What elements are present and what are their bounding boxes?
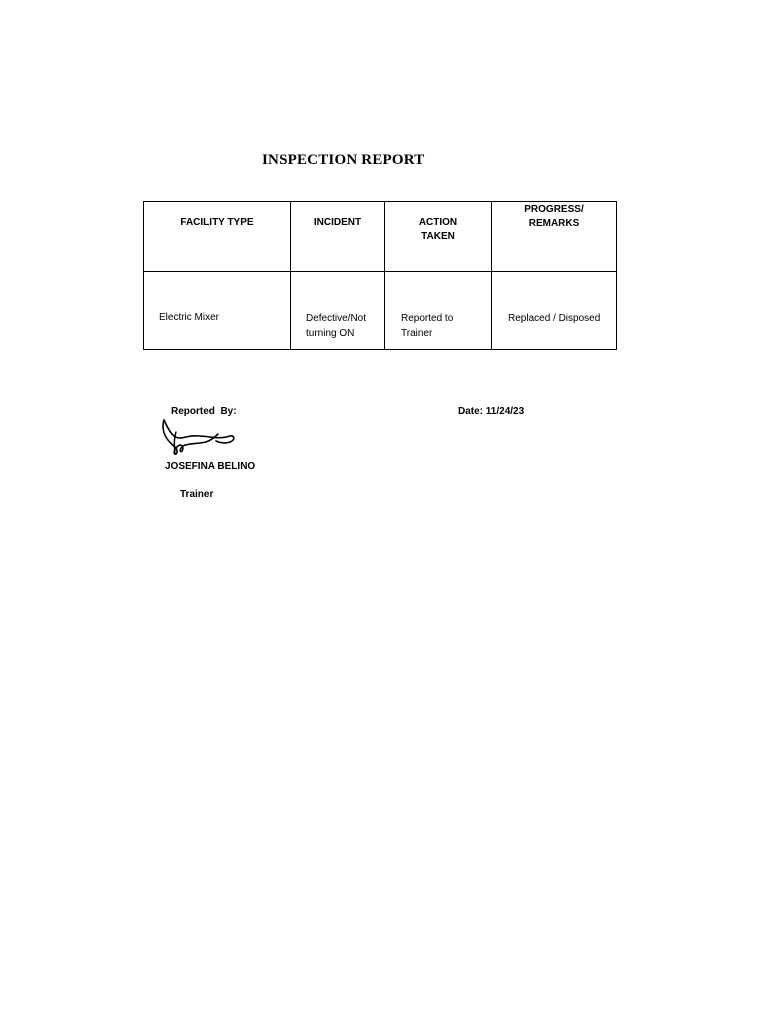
- reported-by-label: Reported By:: [171, 406, 237, 417]
- report-date: Date: 11/24/23: [458, 406, 525, 417]
- handwritten-signature: [158, 418, 238, 458]
- header-progress-remarks: [492, 202, 617, 272]
- table-row: [144, 272, 617, 350]
- document-title: INSPECTION REPORT: [262, 152, 425, 168]
- cell-progress-remarks-text: Replaced / Disposed: [508, 313, 601, 324]
- header-incident-label: INCIDENT: [313, 217, 362, 228]
- header-action-taken-label: ACTION TAKEN: [418, 217, 458, 242]
- cell-incident-text: Defective/Not turning ON: [306, 313, 367, 339]
- signer-role: Trainer: [180, 489, 214, 500]
- cell-progress-remarks: [492, 272, 617, 350]
- cell-facility-type-text: Electric Mixer: [159, 312, 220, 323]
- header-action-taken: [385, 202, 492, 272]
- signer-name: JOSEFINA BELINO: [165, 461, 256, 472]
- header-incident: [291, 202, 385, 272]
- cell-facility-type: [144, 272, 291, 350]
- header-progress-remarks-label: PROGRESS/ REMARKS: [524, 204, 584, 229]
- cell-action-taken-text: Reported to Trainer: [401, 313, 454, 339]
- cell-action-taken: [385, 272, 492, 350]
- cell-incident: [291, 272, 385, 350]
- header-facility-type-label: FACILITY TYPE: [180, 217, 254, 228]
- inspection-table: [143, 201, 617, 350]
- header-facility-type: [144, 202, 291, 272]
- table-header-row: [144, 202, 617, 272]
